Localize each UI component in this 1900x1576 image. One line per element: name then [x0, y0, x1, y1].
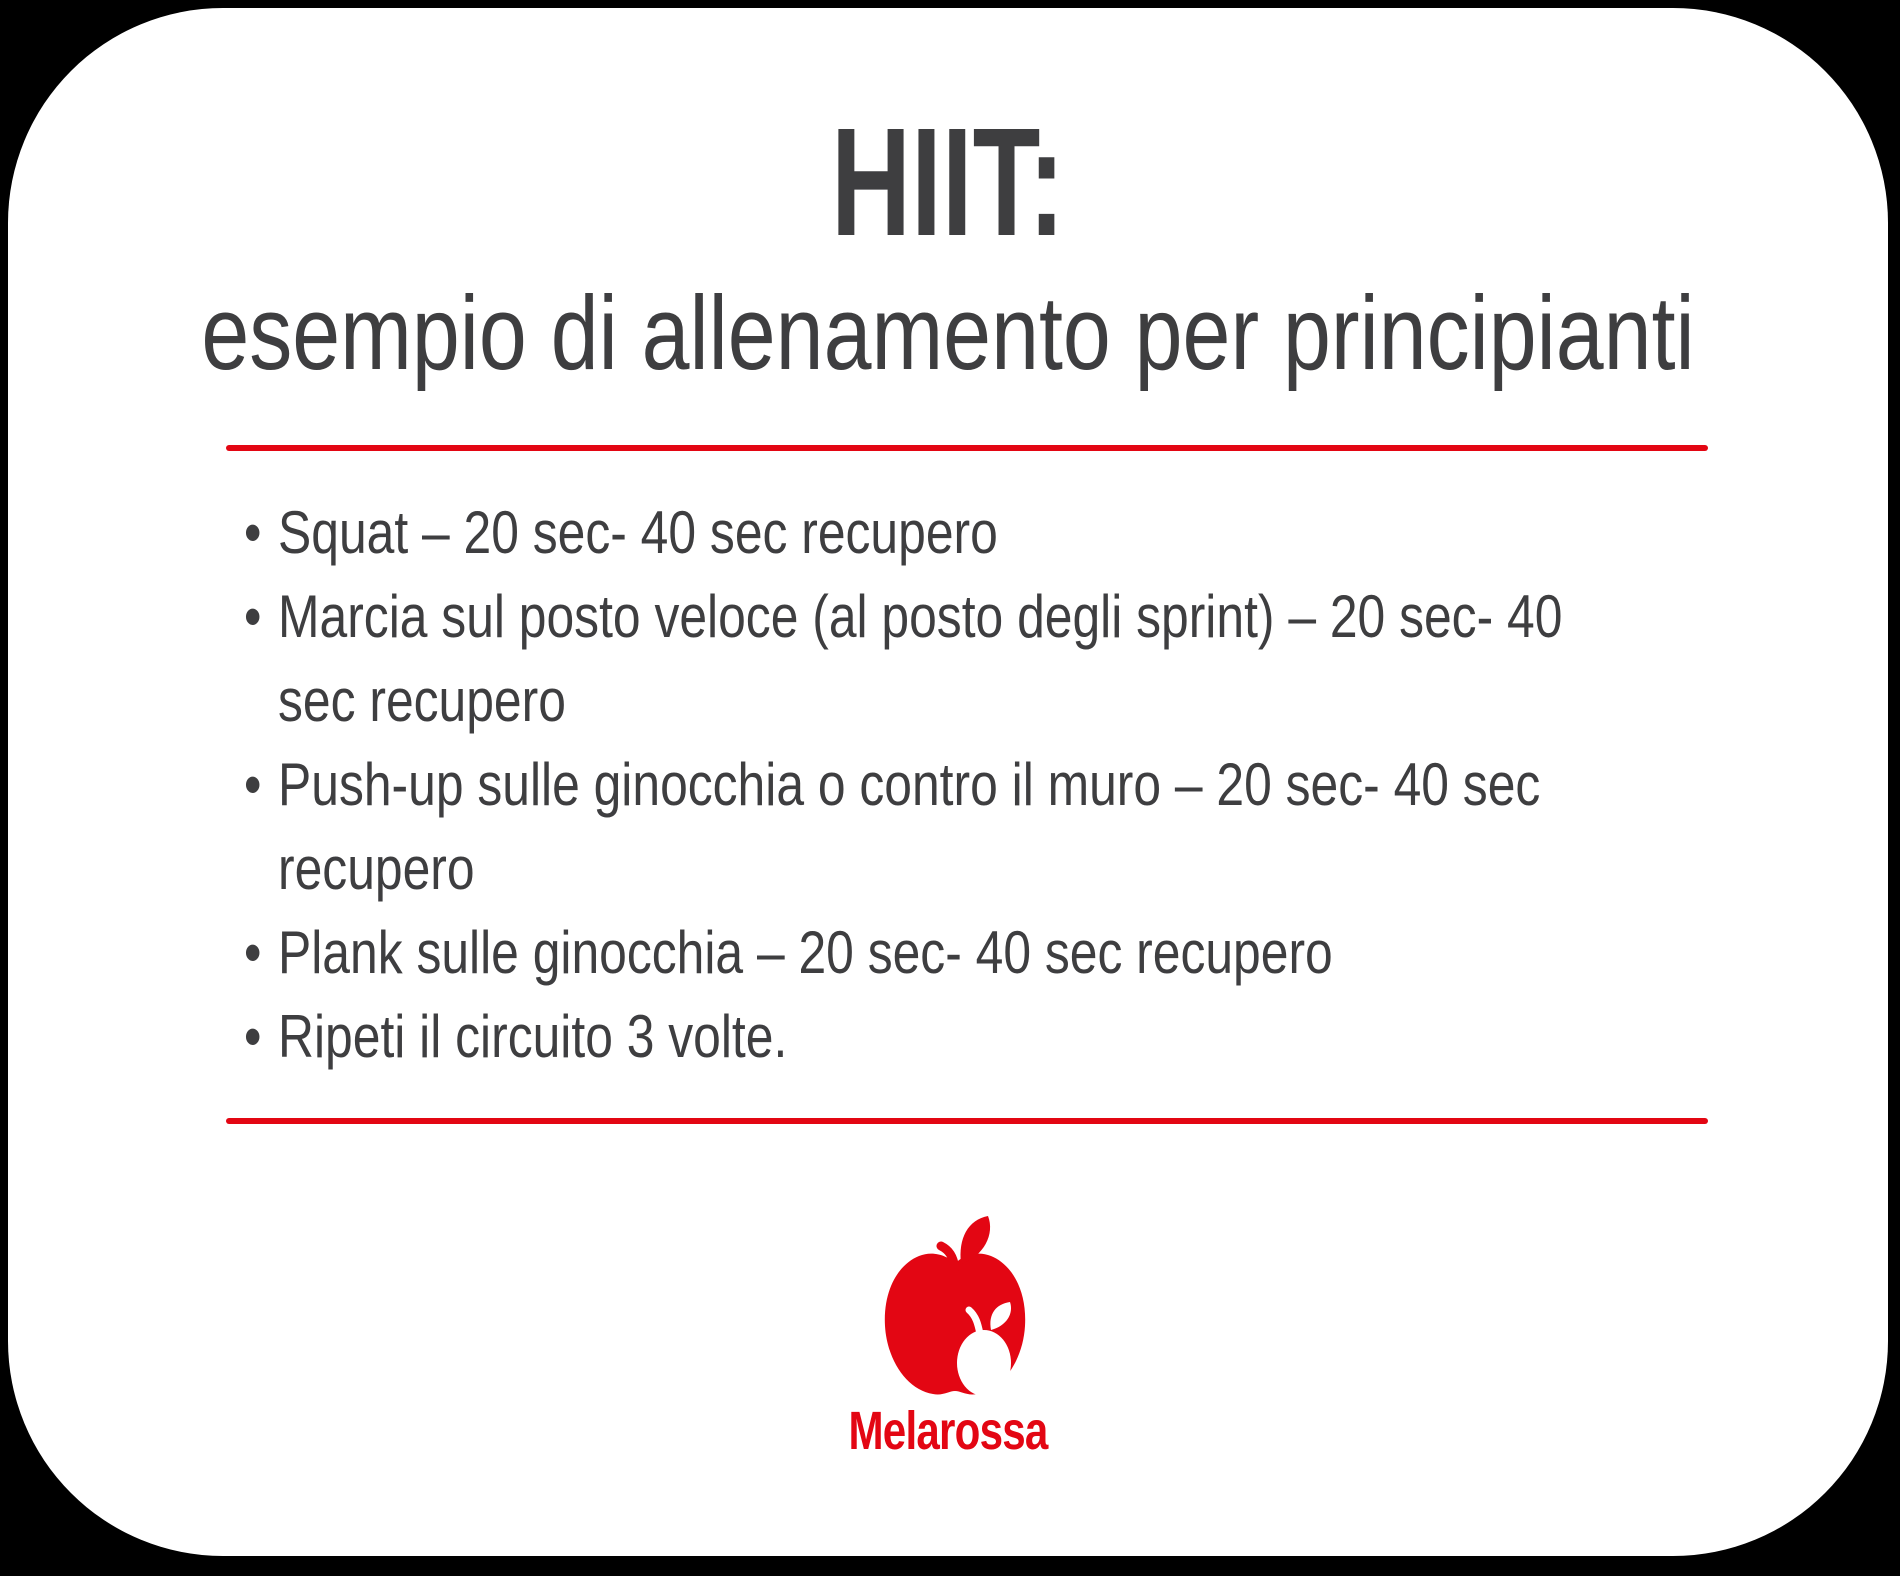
bullet-icon: • [244, 583, 262, 650]
bullet-icon: • [244, 499, 262, 566]
brand-name: Melarossa [848, 1401, 1048, 1461]
bullet-icon: • [244, 1003, 262, 1070]
list-item [244, 575, 1572, 743]
melarossa-apple-icon [868, 1208, 1028, 1398]
exercise-list [244, 491, 1572, 1079]
card [8, 8, 1888, 1556]
page-subtitle: esempio di allenamento per principianti [201, 275, 1695, 392]
bullet-icon: • [244, 919, 262, 986]
list-item [244, 995, 1572, 1079]
page-title: HIIT: [830, 96, 1066, 268]
red-divider-top [226, 445, 1708, 451]
list-item [244, 743, 1572, 911]
red-divider-bottom [226, 1118, 1708, 1124]
list-item-text: Push-up sulle ginocchia o contro il muro – 20 sec- 40 sec recupero [278, 751, 1541, 902]
list-item-text: Marcia sul posto veloce (al posto degli sprint) – 20 sec- 40 sec recupero [278, 583, 1563, 734]
list-item [244, 911, 1572, 995]
list-item-text: Ripeti il circuito 3 volte. [278, 1003, 788, 1070]
list-item-text: Plank sulle ginocchia – 20 sec- 40 sec recupero [278, 919, 1333, 986]
list-item [244, 491, 1572, 575]
bullet-icon: • [244, 751, 262, 818]
list-item-text: Squat – 20 sec- 40 sec recupero [278, 499, 998, 566]
